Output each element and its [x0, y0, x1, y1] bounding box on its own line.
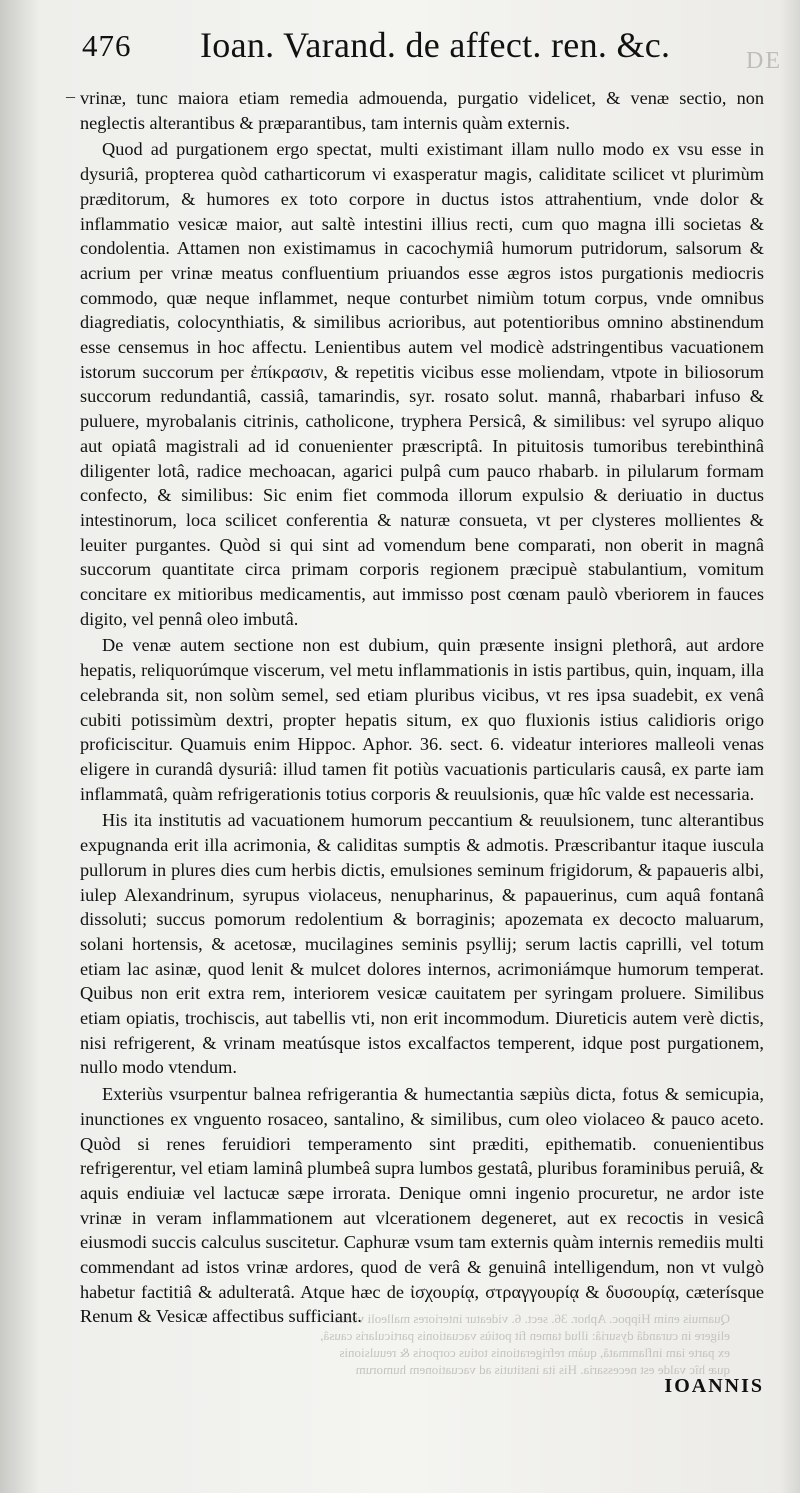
bleed-through-text: Quamuis enim Hippoc. Aphor. 36. sect. 6. videatur interiores malleoli venas eligere in curandâ dysuriâ: illud tamen fit potiùs vacuationis particularis causâ, ex parte iam inflammatâ, quàm refrigerationis totius corporis & reuulsionis quæ hîc valde est necessaria. His ita institutis ad vacuationem humorum [320, 1311, 730, 1377]
catchword: IOANNIS [664, 1375, 764, 1397]
paragraph: De venæ autem sectione non est dubium, quin præsente insigni plethorâ, aut ardore hepatis, reliquorúmque viscerum, vel metu inflammationis in istis partibus, quin, inquam, illa celebranda sit, non solùm semel, sed etiam pluribus vicibus, vt res ipsa suadebit, ex venâ cubiti potissimùm dextri, propter hepatis situm, ex quo fluxionis istius calidioris origo proficiscitur. Quamuis enim Hippoc. Aphor. 36. sect. 6. videatur interiores malleoli venas eligere in curandâ dysuriâ: illud tamen fit potiùs vacuationis particularis causâ, ex parte iam inflammatâ, quàm refrigerationis totius corporis & reuulsionis, quæ hîc valde est necessaria. [80, 635, 764, 804]
running-head: Ioan. Varand. de affect. ren. &c. [200, 25, 671, 65]
bleed-through-heading: DE [746, 48, 782, 74]
body-text [80, 86, 764, 1329]
page-number: 476 [82, 28, 132, 63]
paragraph: Quod ad purgationem ergo spectat, multi existimant illam nullo modo ex vsu esse in dysuriâ, propterea quòd catharticorum vi exasperatur magis, caliditate scilicet vt plurimùm præditorum, & humores ex toto corpore in ductus istos attrahentium, vnde dolor & inflammatio vesicæ maior, aut saltè intestini illius recti, cum quo magna illi societas & condolentia. Attamen non existimamus in cacochymiâ humorum putridorum, salsorum & acrium per vrinæ meatus confluentium priuandos esse ægros istos purgationis mediocris commodo, quæ neque inflammet, neque conturbet nimiùm totum corpus, vnde omnibus diagrediatis, colocynthiatis, & similibus acrioribus, aut potentioribus omnino abstinendum esse censemus in hoc affectu. Lenientibus autem vel modicè adstringentibus vacuationem istorum succorum per ἐπίκρασιν, & repetitis vicibus esse moliendam, vtpote in biliosorum succorum redundantiâ, cassiâ, tamarindis, syr. rosato solut. mannâ, rhabarbari infuso & puluere, myrobalanis citrinis, catholicone, tryphera Persicâ, & similibus: vel syrupo aliquo aut opiatâ magistrali ad id conuenienter præscriptâ. In pituitosis tumoribus terebinthinâ diligenter lotâ, radice mechoacan, agarici pulpâ cum pauco rhabarb. in pilularum formam confecto, & similibus: Sic enim fiet commoda illorum expulsio & deriuatio in ductus intestinorum, loca scilicet conferentia & naturæ consueta, vt per clysteres mollientes & leuiter purgantes. Quòd si qui sint ad vomendum bene comparati, non oberit in magnâ succorum quantitate circa primam corporis regionem præcipuè stabulantium, vomitum concitare ex mitioribus medicamentis, aut immisso post cœnam paulò vberiorem in fauces digito, vel pennâ oleo imbutâ. [80, 139, 764, 629]
page-header [0, 18, 800, 78]
paragraph: vrinæ, tunc maiora etiam remedia admouenda, purgatio videlicet, & venæ sectio, non neglectis alterantibus & præparantibus, tam internis quàm externis. [80, 88, 764, 133]
paragraph: Exteriùs vsurpentur balnea refrigerantia & humectantia sæpiùs dicta, fotus & semicupia, inunctiones ex vnguento rosaceo, santalino, & similibus, cum oleo violaceo & pauco aceto. Quòd si renes feruidiori temperamento sint præditi, epithematib. conuenientibus refrigerentur, vel etiam laminâ plumbeâ supra lumbos gestatâ, pluribus foraminibus peruiâ, & aquis endiuiæ vel lactucæ sæpe irrorata. Denique omni ingenio procuretur, ne ardor iste vrinæ in veram inflammationem aut vlcerationem degeneret, aut ex recoctis in vesicâ eiusmodi succis calculus suscitetur. Caphuræ vsum tam externis quàm internis remediis multi commendant ad istos vrinæ ardores, quod de verâ & genuinâ intelligendum, non vt vulgò habetur factitiâ & adulteratâ. Atque hæc de ἰσχουρίᾳ, στραγγουρίᾳ & δυσουρίᾳ, cæterísque Renum & Vesicæ affectibus sufficiant. [80, 1084, 764, 1327]
margin-dash: – [66, 86, 75, 106]
paragraph: His ita institutis ad vacuationem humorum peccantium & reuulsionem, tunc alterantibus expugnanda erit illa acrimonia, & caliditas sumptis & admotis. Præscribantur itaque iuscula pullorum in plures dies cum herbis dictis, emulsiones seminum frigidorum, & papaueris albi, iulep Alexandrinum, syrupus violaceus, nenupharinus, & papauerinus, cum aquâ fontanâ dissoluti; succus pomorum redolentium & borraginis; apozemata ex decocto maluarum, solani hortensis, & acetosæ, mucilagines seminis psyllij; serum lactis caprilli, vel totum etiam lac asinæ, quod lenit & mulcet dolores internos, acrimoniámque humorum temperat. Quibus non erit extra rem, interiorem vesicæ cauitatem per syringam proluere. Similibus etiam opiatis, trochiscis, aut tabellis vti, non erit incommodum. Diureticis autem verè dictis, nisi refrigerent, & vrinam meatúsque istos excalfactos temperent, idque post purgationem, nullo modo vtendum. [80, 810, 764, 1078]
